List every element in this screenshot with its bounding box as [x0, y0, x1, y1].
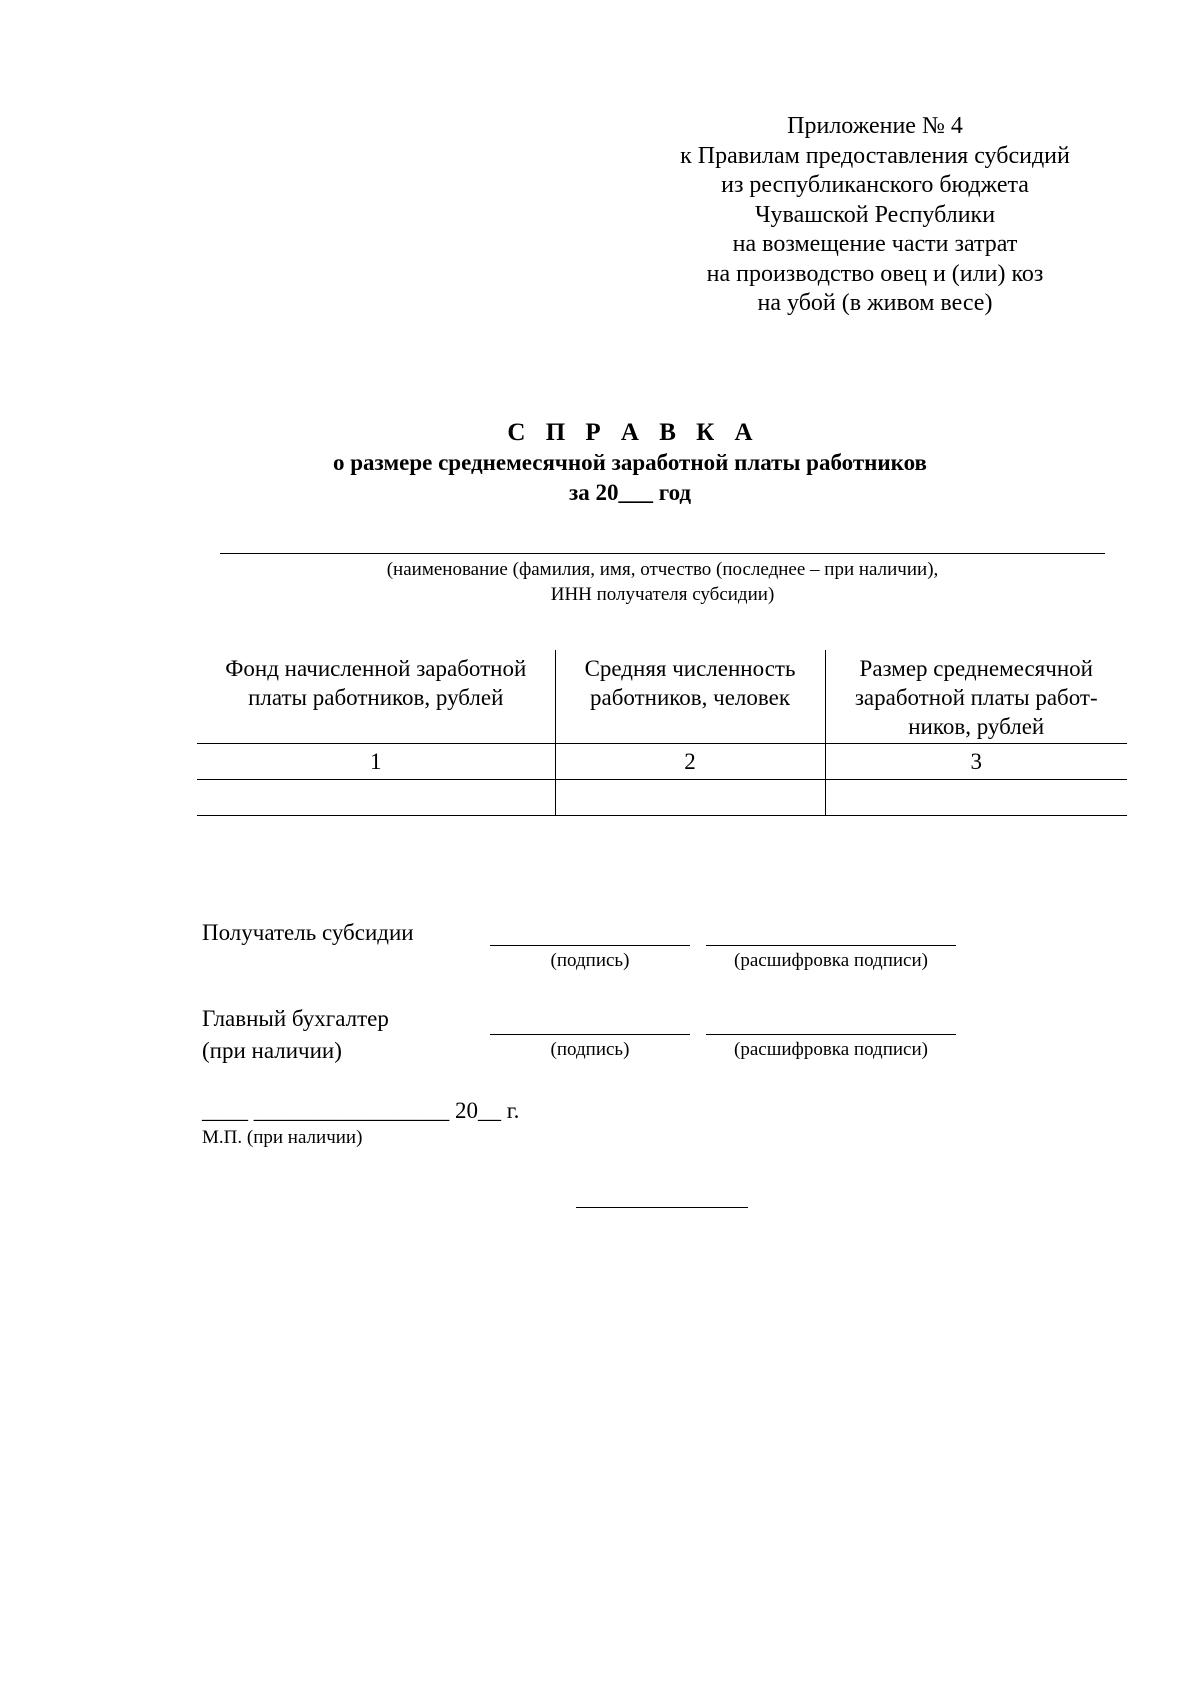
document-end-divider	[576, 1207, 748, 1208]
table-cell-average-monthly-salary[interactable]	[825, 780, 1127, 816]
document-title	[200, 418, 1060, 508]
stamp-caption: М.П. (при наличии)	[202, 1127, 363, 1148]
recipient-signature-label: Получатель субсидии	[202, 920, 414, 945]
signature-date[interactable]: ____ _________________ 20__ г.	[202, 1098, 520, 1123]
column-header-payroll-fund: Фонд начисленной заработной платы работников, рублей	[197, 650, 555, 744]
title-heading: С П Р А В К А	[507, 419, 760, 446]
chief-accountant-decode-line[interactable]	[706, 1034, 956, 1035]
table-header-row	[197, 650, 1127, 744]
appendix-line: на убой (в живом весе)	[757, 290, 993, 316]
appendix-header	[630, 112, 1120, 319]
appendix-number: Приложение № 4	[787, 113, 963, 139]
appendix-line: Чувашской Республики	[754, 201, 996, 228]
column-header-average-headcount: Средняя численность работников, человек	[555, 650, 825, 744]
recipient-signature-decode-line[interactable]	[706, 945, 956, 946]
chief-accountant-label: Главный бухгалтер	[202, 1006, 389, 1031]
appendix-line: к Правилам предоставления субсидий	[680, 142, 1070, 169]
chief-accountant-optional-label: (при наличии)	[202, 1038, 342, 1063]
appendix-line: на возмещение части затрат	[732, 231, 1018, 257]
recipient-signature-caption: (подпись)	[550, 950, 630, 971]
table-cell-payroll-fund[interactable]	[197, 780, 555, 816]
appendix-line: на производство овец и (или) коз	[706, 260, 1044, 287]
column-header-average-monthly-salary: Размер среднемесячной заработной платы работ-ников, рублей	[825, 650, 1127, 744]
recipient-caption-line: (наименование (фамилия, имя, отчество (последнее – при наличии),	[386, 559, 939, 580]
table-row-column-numbers	[197, 744, 1127, 780]
appendix-line: из республиканского бюджета	[721, 172, 1029, 198]
recipient-name-caption	[220, 557, 1105, 607]
title-subtitle: о размере среднемесячной заработной платы работников	[333, 450, 927, 475]
recipient-signature-line[interactable]	[490, 945, 690, 946]
salary-table	[197, 650, 1127, 816]
table-cell-average-headcount[interactable]	[555, 780, 825, 816]
column-number: 1	[197, 744, 555, 780]
recipient-decode-caption: (расшифровка подписи)	[734, 950, 928, 971]
recipient-caption-line: ИНН получателя субсидии)	[550, 584, 775, 605]
title-year-line: за 20___ год	[568, 480, 692, 505]
chief-accountant-signature-caption: (подпись)	[550, 1039, 630, 1060]
column-number: 3	[825, 744, 1127, 780]
recipient-name-line	[220, 553, 1105, 554]
column-number: 2	[555, 744, 825, 780]
chief-accountant-signature-line[interactable]	[490, 1034, 690, 1035]
table-row-empty	[197, 780, 1127, 816]
chief-accountant-decode-caption: (расшифровка подписи)	[734, 1039, 928, 1060]
